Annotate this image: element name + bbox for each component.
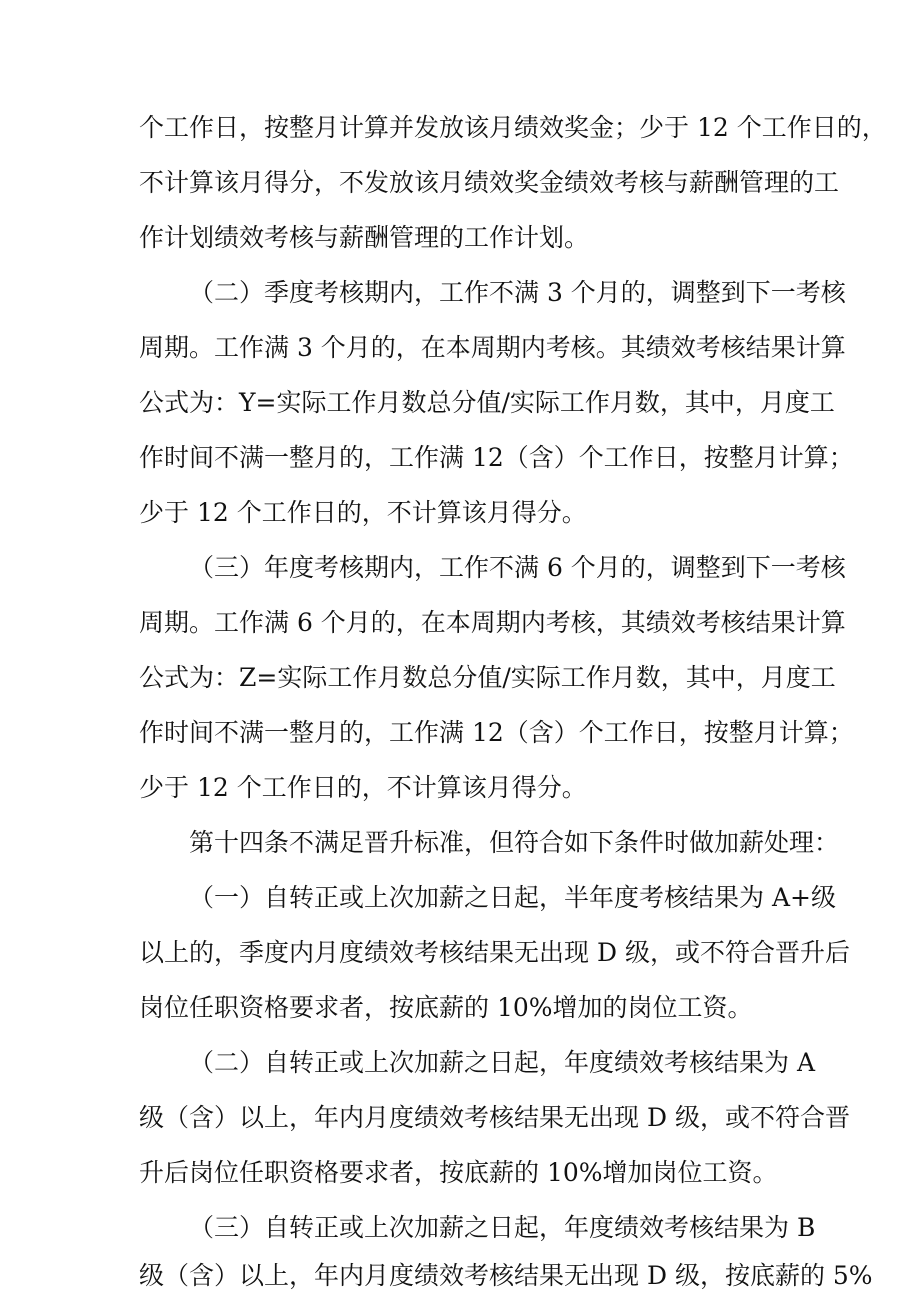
text-line-15: （一）自转正或上次加薪之日起，半年度考核结果为 A+级: [189, 883, 836, 912]
text-line-14: 第十四条不满足晋升标准，但符合如下条件时做加薪处理：: [189, 828, 840, 857]
text-line-20: 升后岗位任职资格要求者，按底薪的 10%增加岗位工资。: [139, 1158, 778, 1187]
text-line-22: 级（含）以上，年内月度绩效考核结果无出现 D 级，按底薪的 5%: [139, 1261, 873, 1290]
text-line-7: 作时间不满一整月的，工作满 12（含）个工作日，按整月计算；: [139, 443, 854, 472]
text-line-4: （二）季度考核期内，工作不满 3 个月的，调整到下一考核: [189, 278, 846, 307]
text-line-3: 作计划绩效考核与薪酬管理的工作计划。: [139, 223, 590, 252]
text-line-6: 公式为：Y=实际工作月数总分值/实际工作月数，其中，月度工: [139, 388, 835, 417]
text-line-16: 以上的，季度内月度绩效考核结果无出现 D 级，或不符合晋升后: [139, 938, 850, 967]
text-line-10: 周期。工作满 6 个月的，在本周期内考核，其绩效考核结果计算: [139, 608, 846, 637]
text-line-11: 公式为：Z=实际工作月数总分值/实际工作月数，其中，月度工: [139, 663, 836, 692]
text-line-5: 周期。工作满 3 个月的，在本周期内考核。其绩效考核结果计算: [139, 333, 846, 362]
text-line-1: 个工作日，按整月计算并发放该月绩效奖金；少于 12 个工作日的，: [139, 113, 887, 142]
text-line-18: （二）自转正或上次加薪之日起，年度绩效考核结果为 A: [189, 1048, 816, 1077]
text-line-2: 不计算该月得分，不发放该月绩效奖金绩效考核与薪酬管理的工: [139, 168, 840, 197]
text-line-8: 少于 12 个工作日的，不计算该月得分。: [139, 498, 587, 527]
text-line-12: 作时间不满一整月的，工作满 12（含）个工作日，按整月计算；: [139, 718, 854, 747]
text-line-19: 级（含）以上，年内月度绩效考核结果无出现 D 级，或不符合晋: [139, 1103, 850, 1132]
text-line-13: 少于 12 个工作日的，不计算该月得分。: [139, 773, 587, 802]
text-line-21: （三）自转正或上次加薪之日起，年度绩效考核结果为 B: [189, 1213, 816, 1242]
text-line-17: 岗位任职资格要求者，按底薪的 10%增加的岗位工资。: [139, 993, 753, 1022]
text-line-9: （三）年度考核期内，工作不满 6 个月的，调整到下一考核: [189, 553, 846, 582]
